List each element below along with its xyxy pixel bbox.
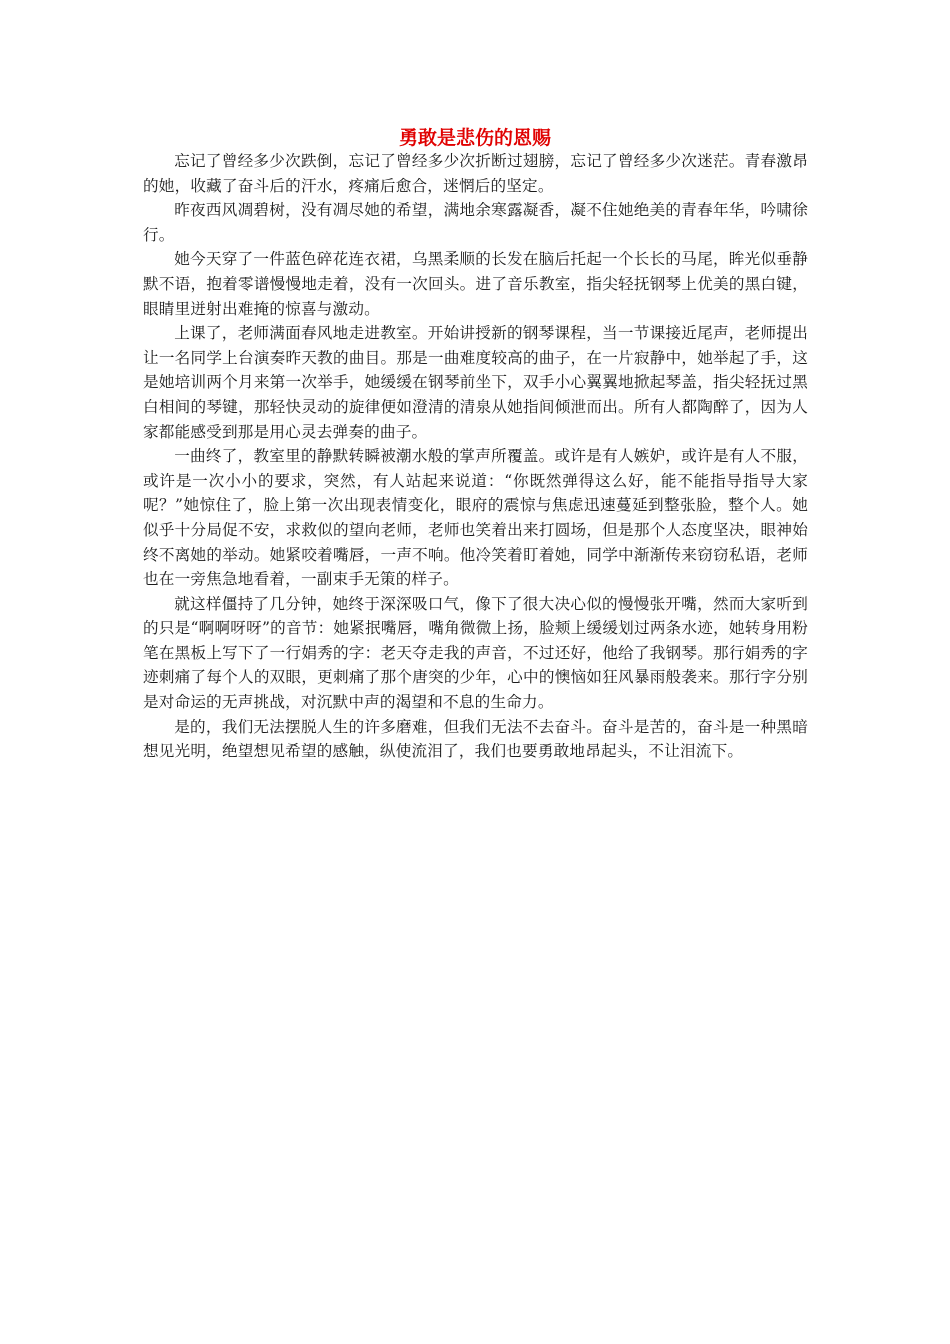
paragraph: 忘记了曾经多少次跌倒，忘记了曾经多少次折断过翅膀，忘记了曾经多少次迷茫。青春激昂的她，收藏了奋斗后的汗水，疼痛后愈合，迷惘后的坚定。 — [143, 152, 808, 195]
paragraph: 她今天穿了一件蓝色碎花连衣裙，乌黑柔顺的长发在脑后托起一个长长的马尾，眸光似垂静默不语，抱着零谱慢慢地走着，没有一次回头。进了音乐教室，指尖轻抚钢琴上优美的黑白键，眼睛里迸射出难掩的惊喜与激动。 — [143, 250, 808, 318]
paragraph: 上课了，老师满面春风地走进教室。开始讲授新的钢琴课程，当一节课接近尾声，老师提出让一名同学上台演奏昨天教的曲目。那是一曲难度较高的曲子，在一片寂静中，她举起了手，这是她培训两个月来第一次举手，她缓缓在钢琴前坐下，双手小心翼翼地掀起琴盖，指尖轻抚过黑白相间的琴键，那轻快灵动的旋律便如澄清的清泉从她指间倾泄而出。所有人都陶醉了，因为人家都能感受到那是用心灵去弹奏的曲子。 — [143, 324, 808, 441]
paragraph: 一曲终了，教室里的静默转瞬被潮水般的掌声所覆盖。或许是有人嫉妒，或许是有人不服，或许是一次小小的要求，突然，有人站起来说道：“你既然弹得这么好，能不能指导指导大家呢？”她惊住了，脸上第一次出现表情变化，眼府的震惊与焦虑迅速蔓延到整张脸，整个人。她似乎十分局促不安，求救似的望向老师，老师也笑着出来打圆场，但是那个人态度坚决，眼神始终不离她的举动。她紧咬着嘴唇，一声不响。他冷笑着盯着她，同学中渐渐传来窃窃私语，老师也在一旁焦急地看着，一副束手无策的样子。 — [143, 447, 808, 589]
document-title: 勇敢是悲伤的恩赐 — [398, 127, 551, 149]
paragraph: 是的，我们无法摆脱人生的许多磨难，但我们无法不去奋斗。奋斗是苦的，奋斗是一种黑暗想见光明，绝望想见希望的感触，纵使流泪了，我们也要勇敢地昂起头，不让泪流下。 — [143, 717, 808, 761]
paragraph: 昨夜西风凋碧树，没有凋尽她的希望，满地余寒露凝香，凝不住她绝美的青春年华，吟啸徐行。 — [143, 201, 808, 244]
document-body — [143, 149, 808, 764]
paragraph: 就这样僵持了几分钟，她终于深深吸口气，像下了很大决心似的慢慢张开嘴，然而大家听到的只是“啊啊呀呀”的音节：她紧抿嘴唇，嘴角微微上扬，脸颊上缓缓划过两条水迹，她转身用粉笔在黑板上写下了一行娟秀的字：老天夺走我的声音，不过还好，他给了我钢琴。那行娟秀的字迹刺痛了每个人的双眼，更刺痛了那个唐突的少年，心中的懊恼如狂风暴雨般袭来。那行字分别是对命运的无声挑战，对沉默中声的渴望和不息的生命力。 — [143, 594, 808, 712]
